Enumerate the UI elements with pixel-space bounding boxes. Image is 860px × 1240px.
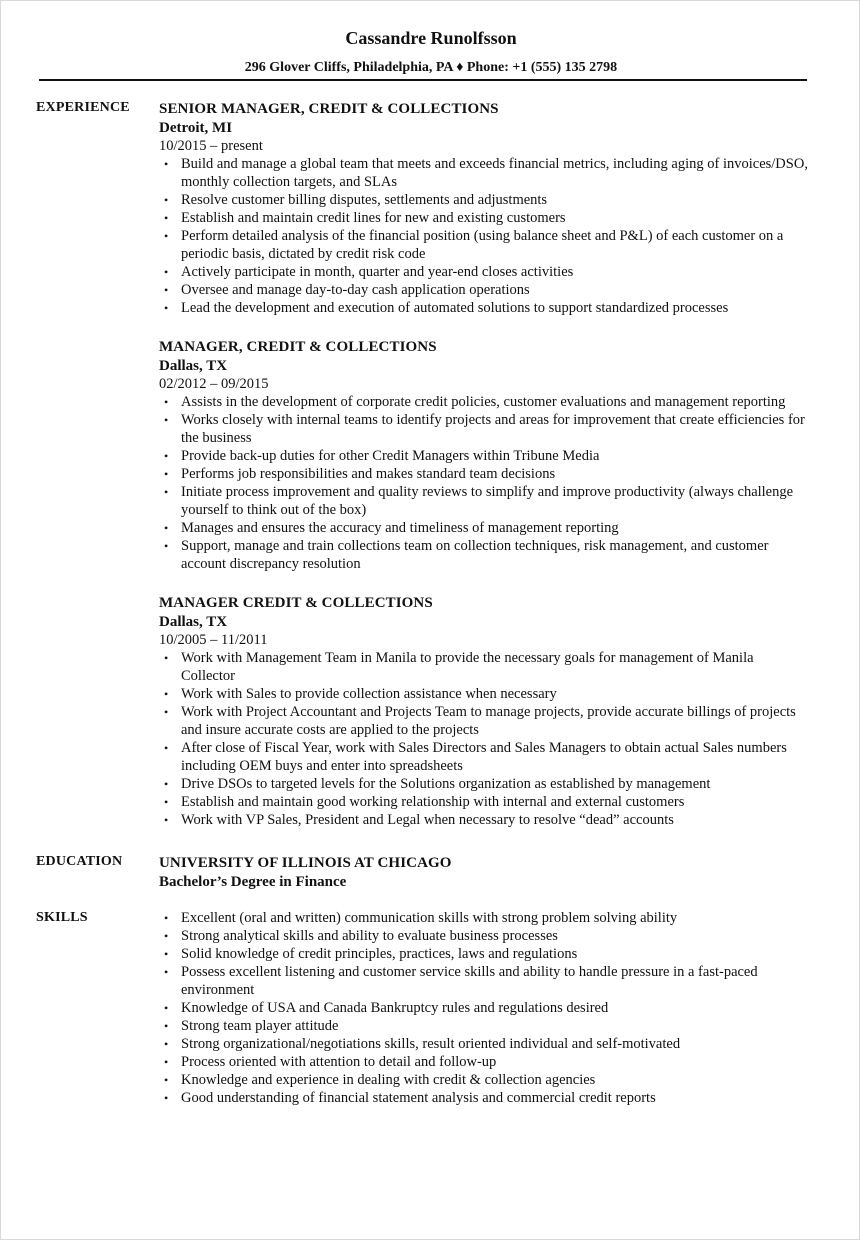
skill-text: Knowledge of USA and Canada Bankruptcy rules and regulations desired: [181, 1000, 609, 1016]
list-item: [159, 649, 809, 685]
list-item: [159, 537, 809, 573]
bullet-text: Actively participate in month, quarter and year-end closes activities: [181, 264, 574, 280]
list-item: [159, 1071, 809, 1089]
list-item: [159, 447, 809, 465]
list-item: [159, 155, 809, 191]
job-dates: 10/2015 – present: [159, 138, 263, 154]
skill-text: Solid knowledge of credit principles, practices, laws and regulations: [181, 946, 578, 962]
header-divider: [39, 79, 807, 81]
skills-list-block: [159, 909, 809, 1107]
skill-text: Strong analytical skills and ability to evaluate business processes: [181, 928, 558, 944]
skill-text: Strong organizational/negotiations skills, result oriented individual and self-motivated: [181, 1036, 681, 1052]
bullet-icon: •: [164, 795, 169, 809]
degree: Bachelor’s Degree in Finance: [159, 874, 347, 890]
bullet-icon: •: [164, 813, 169, 827]
bullet-icon: •: [164, 929, 169, 943]
bullet-text: Support, manage and train collections team on collection techniques, risk management, and customer account discrepancy resolution: [181, 538, 769, 572]
bullet-icon: •: [164, 687, 169, 701]
bullet-icon: •: [164, 1073, 169, 1087]
list-item: [159, 519, 809, 537]
bullet-icon: •: [164, 947, 169, 961]
list-item: [159, 685, 809, 703]
list-item: [159, 945, 809, 963]
list-item: [159, 1035, 809, 1053]
list-item: [159, 191, 809, 209]
bullet-icon: •: [164, 265, 169, 279]
bullet-text: Establish and maintain credit lines for new and existing customers: [181, 210, 566, 226]
bullet-icon: •: [164, 741, 169, 755]
bullet-text: Performs job responsibilities and makes standard team decisions: [181, 466, 556, 482]
school-name: UNIVERSITY OF ILLINOIS AT CHICAGO: [159, 855, 452, 871]
job-title: MANAGER CREDIT & COLLECTIONS: [159, 595, 433, 611]
bullet-text: Assists in the development of corporate credit policies, customer evaluations and management reporting: [181, 394, 786, 410]
bullet-icon: •: [164, 911, 169, 925]
education-entry: [159, 853, 809, 892]
bullet-icon: •: [164, 1019, 169, 1033]
job-entry: [159, 593, 809, 829]
list-item: [159, 739, 809, 775]
list-item: [159, 299, 809, 317]
bullet-text: Manages and ensures the accuracy and timeliness of management reporting: [181, 520, 619, 536]
list-item: [159, 1053, 809, 1071]
bullet-icon: •: [164, 539, 169, 553]
skills-bullets: [159, 909, 809, 1107]
job-location: Dallas, TX: [159, 358, 228, 374]
list-item: [159, 263, 809, 281]
bullet-icon: •: [164, 193, 169, 207]
bullet-icon: •: [164, 1055, 169, 1069]
job-bullets: [159, 155, 809, 317]
bullet-icon: •: [164, 705, 169, 719]
bullet-icon: •: [164, 521, 169, 535]
bullet-text: Drive DSOs to targeted levels for the Solutions organization as established by management: [181, 776, 711, 792]
skill-text: Process oriented with attention to detail and follow-up: [181, 1054, 497, 1070]
skills-heading: SKILLS: [36, 910, 88, 925]
bullet-text: Oversee and manage day-to-day cash application operations: [181, 282, 530, 298]
list-item: [159, 281, 809, 299]
list-item: [159, 909, 809, 927]
list-item: [159, 1017, 809, 1035]
job-entry: [159, 99, 809, 317]
bullet-icon: •: [164, 283, 169, 297]
job-entry: [159, 337, 809, 573]
bullet-icon: •: [164, 157, 169, 171]
list-item: [159, 1089, 809, 1107]
bullet-text: Lead the development and execution of automated solutions to support standardized processes: [181, 300, 729, 316]
job-dates: 10/2005 – 11/2011: [159, 632, 268, 648]
bullet-icon: •: [164, 485, 169, 499]
bullet-text: Work with Project Accountant and Projects Team to manage projects, provide accurate billings of projects and insure accurate costs are applied to the projects: [181, 704, 796, 738]
bullet-icon: •: [164, 413, 169, 427]
bullet-icon: •: [164, 965, 169, 979]
experience-heading: EXPERIENCE: [36, 100, 130, 115]
education-heading: EDUCATION: [36, 854, 123, 869]
list-item: [159, 465, 809, 483]
bullet-text: Establish and maintain good working relationship with internal and external customers: [181, 794, 685, 810]
bullet-icon: •: [164, 777, 169, 791]
bullet-text: Perform detailed analysis of the financial position (using balance sheet and P&L) of each customer on a periodic basis, dictated by credit risk code: [181, 228, 784, 262]
bullet-icon: •: [164, 1091, 169, 1105]
bullet-text: Work with Sales to provide collection assistance when necessary: [181, 686, 557, 702]
list-item: [159, 775, 809, 793]
bullet-icon: •: [164, 395, 169, 409]
skill-text: Strong team player attitude: [181, 1018, 339, 1034]
job-title: MANAGER, CREDIT & COLLECTIONS: [159, 339, 437, 355]
skill-text: Excellent (oral and written) communication skills with strong problem solving ability: [181, 910, 678, 926]
bullet-icon: •: [164, 1037, 169, 1051]
bullet-text: Work with VP Sales, President and Legal when necessary to resolve “dead” accounts: [181, 812, 674, 828]
bullet-icon: •: [164, 211, 169, 225]
bullet-text: Work with Management Team in Manila to provide the necessary goals for management of Manila Collector: [181, 650, 754, 684]
list-item: [159, 793, 809, 811]
bullet-icon: •: [164, 229, 169, 243]
skill-text: Good understanding of financial statement analysis and commercial credit reports: [181, 1090, 656, 1106]
bullet-text: Initiate process improvement and quality reviews to simplify and improve productivity (always challenge yourself to think out of the box): [181, 484, 794, 518]
job-title: SENIOR MANAGER, CREDIT & COLLECTIONS: [159, 101, 499, 117]
skill-text: Possess excellent listening and customer service skills and ability to handle pressure in a fast-paced environment: [181, 964, 758, 998]
list-item: [159, 209, 809, 227]
job-location: Detroit, MI: [159, 120, 233, 136]
list-item: [159, 927, 809, 945]
job-bullets: [159, 649, 809, 829]
bullet-text: Works closely with internal teams to identify projects and areas for improvement that create efficiencies for the business: [181, 412, 805, 446]
list-item: [159, 393, 809, 411]
list-item: [159, 999, 809, 1017]
bullet-icon: •: [164, 651, 169, 665]
list-item: [159, 963, 809, 999]
bullet-icon: •: [164, 1001, 169, 1015]
bullet-icon: •: [164, 301, 169, 315]
contact-line: 296 Glover Cliffs, Philadelphia, PA ♦ Phone: +1 (555) 135 2798: [244, 60, 618, 75]
job-location: Dallas, TX: [159, 614, 228, 630]
list-item: [159, 811, 809, 829]
list-item: [159, 411, 809, 447]
bullet-text: After close of Fiscal Year, work with Sales Directors and Sales Managers to obtain actual Sales numbers including OEM buys and enter into spreadsheets: [181, 740, 787, 774]
bullet-text: Build and manage a global team that meets and exceeds financial metrics, including aging of invoices/DSO, monthly collection targets, and SLAs: [181, 156, 808, 190]
job-bullets: [159, 393, 809, 573]
list-item: [159, 227, 809, 263]
list-item: [159, 703, 809, 739]
bullet-text: Resolve customer billing disputes, settlements and adjustments: [181, 192, 548, 208]
job-dates: 02/2012 – 09/2015: [159, 376, 269, 392]
list-item: [159, 483, 809, 519]
bullet-icon: •: [164, 449, 169, 463]
skill-text: Knowledge and experience in dealing with credit & collection agencies: [181, 1072, 596, 1088]
bullet-text: Provide back-up duties for other Credit Managers within Tribune Media: [181, 448, 600, 464]
bullet-icon: •: [164, 467, 169, 481]
candidate-name: Cassandre Runolfsson: [345, 28, 517, 48]
